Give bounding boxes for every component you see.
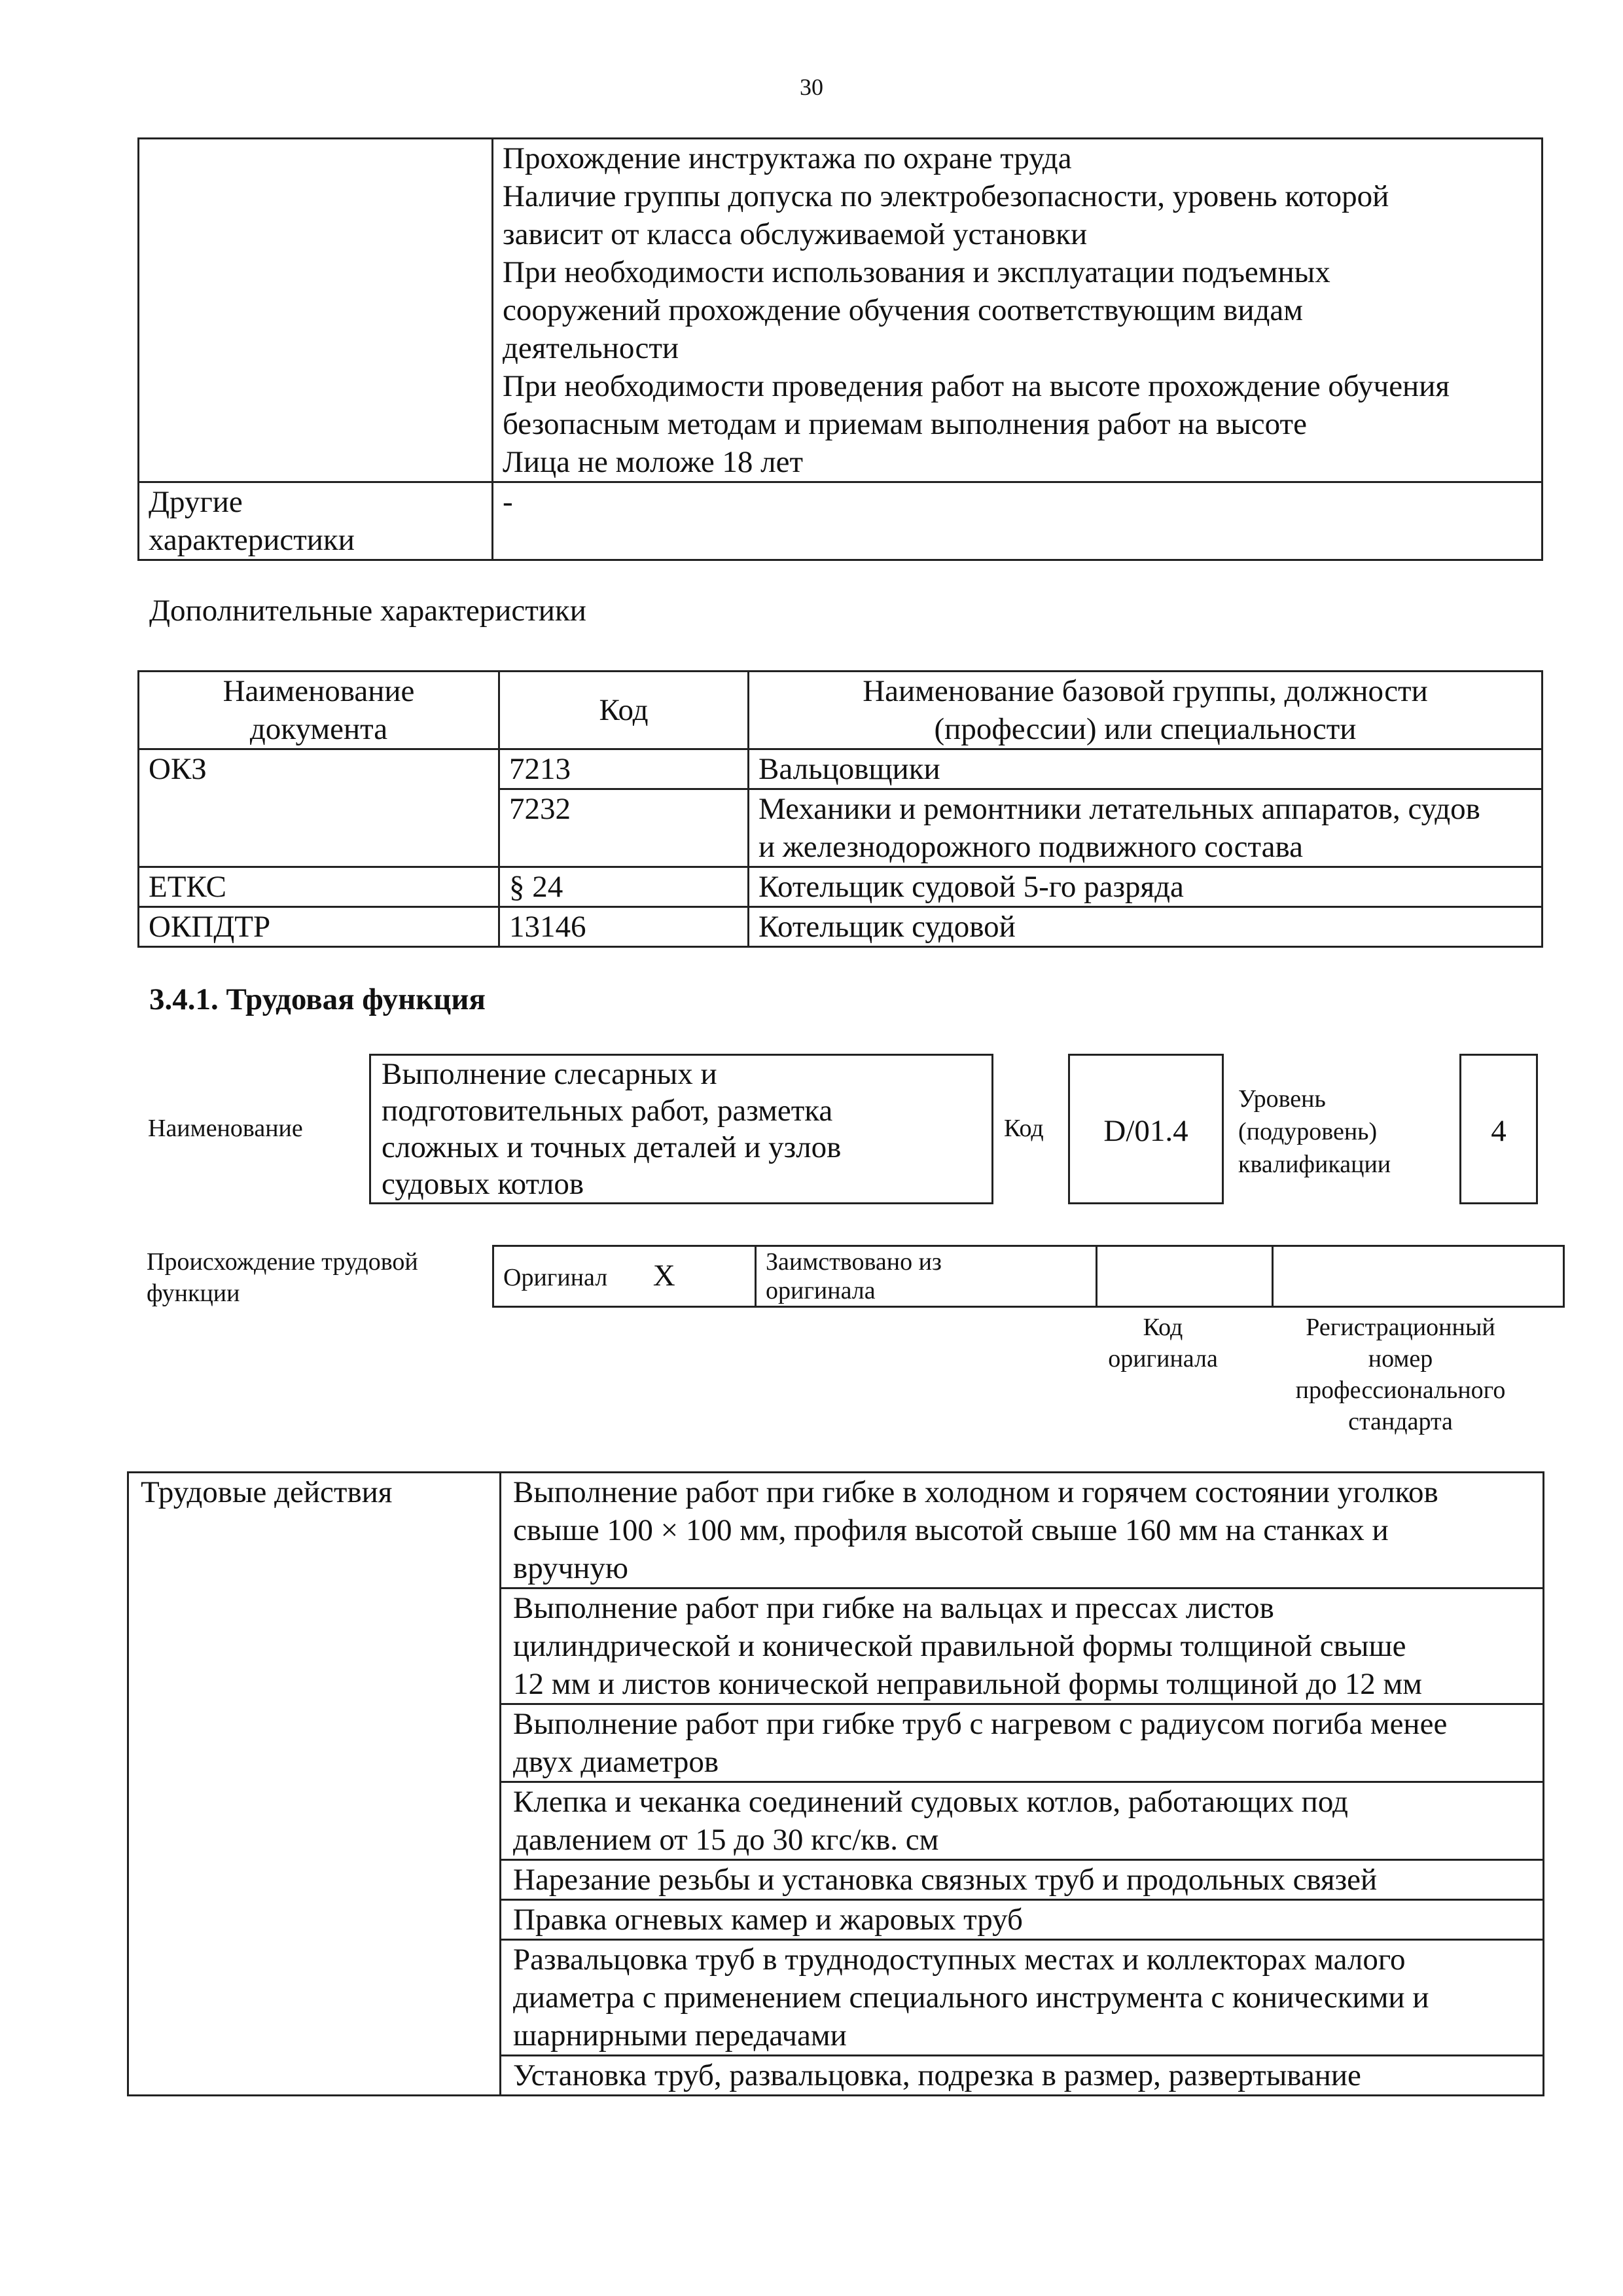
table-header-row bbox=[139, 672, 1543, 749]
table-row bbox=[139, 867, 1543, 907]
code-label: Код bbox=[1004, 1115, 1044, 1142]
table-row bbox=[139, 482, 1543, 560]
code-cell: 13146 bbox=[499, 907, 749, 947]
function-name-box: Выполнение слесарных и подготовительных работ, разметка сложных и точных деталей и узлов судовых котлов bbox=[369, 1054, 993, 1204]
name-label: Наименование bbox=[148, 1115, 303, 1142]
action-item: Правка огневых камер и жаровых труб bbox=[501, 1900, 1544, 1940]
original-cell: Оригинал X bbox=[493, 1246, 756, 1307]
requirement-line: безопасным методам и приемам выполнения работ на высоте bbox=[503, 407, 1307, 441]
section-title: 3.4.1. Трудовая функция bbox=[149, 982, 486, 1016]
code-cell: 7213 bbox=[499, 749, 749, 789]
action-item: Выполнение работ при гибке труб с нагревом с радиусом погиба менее двух диаметров bbox=[501, 1704, 1544, 1782]
origin-table bbox=[492, 1245, 1565, 1308]
requirement-line: сооружений прохождение обучения соответствующим видам bbox=[503, 293, 1303, 327]
action-item: Развальцовка труб в труднодоступных местах и коллекторах малого диаметра с применением специального инструмента с коническими и шарнирными передачами bbox=[501, 1940, 1544, 2056]
code-cell: § 24 bbox=[499, 867, 749, 907]
level-label: Уровень (подуровень) квалификации bbox=[1238, 1085, 1391, 1178]
action-item: Выполнение работ при гибке в холодном и горячем состоянии уголков свыше 100 × 100 мм, профиля высотой свыше 160 мм на станках и вручную bbox=[501, 1473, 1544, 1588]
table-row bbox=[128, 1473, 1544, 1588]
doc-cell: ОКЗ bbox=[139, 749, 499, 867]
table-row bbox=[139, 749, 1543, 789]
original-mark: X bbox=[652, 1258, 675, 1293]
name-cell: Вальцовщики bbox=[749, 749, 1543, 789]
function-code-box: D/01.4 bbox=[1068, 1054, 1224, 1204]
level-value-box: 4 bbox=[1459, 1054, 1538, 1204]
requirement-line: зависит от класса обслуживаемой установки bbox=[503, 217, 1088, 251]
requirements-table bbox=[137, 137, 1543, 561]
labour-actions-label: Трудовые действия bbox=[128, 1473, 501, 2096]
empty-cell bbox=[139, 139, 493, 482]
action-item: Выполнение работ при гибке на вальцах и прессах листов цилиндрической и конической правильной формы толщиной свыше 12 мм и листов конической неправильной формы толщиной до 12 мм bbox=[501, 1588, 1544, 1704]
table-row bbox=[139, 907, 1543, 947]
table-row bbox=[493, 1246, 1564, 1307]
page-number: 30 bbox=[800, 74, 823, 100]
action-item: Установка труб, развальцовка, подрезка в размер, развертывание bbox=[501, 2056, 1544, 2096]
header-group: Наименование базовой группы, должности (профессии) или специальности bbox=[749, 672, 1543, 749]
name-cell: Котельщик судовой 5-го разряда bbox=[749, 867, 1543, 907]
header-document: Наименование документа bbox=[139, 672, 499, 749]
borrowed-cell: Заимствовано из оригинала bbox=[756, 1246, 1097, 1307]
doc-cell: ЕТКС bbox=[139, 867, 499, 907]
other-characteristics-value: - bbox=[493, 482, 1543, 560]
name-cell: Механики и ремонтники летательных аппаратов, судов и железнодорожного подвижного состава bbox=[749, 789, 1543, 867]
registration-number-cell bbox=[1273, 1246, 1564, 1307]
header-code: Код bbox=[499, 672, 749, 749]
requirements-cell bbox=[493, 139, 1543, 482]
original-code-cell bbox=[1097, 1246, 1273, 1307]
additional-characteristics-table bbox=[137, 670, 1543, 948]
original-code-caption: Код оригинала bbox=[1108, 1314, 1218, 1372]
other-characteristics-label: Другие характеристики bbox=[139, 482, 493, 560]
requirement-line: При необходимости использования и эксплуатации подъемных bbox=[503, 255, 1330, 289]
requirement-line: деятельности bbox=[503, 331, 679, 365]
code-cell: 7232 bbox=[499, 789, 749, 867]
additional-characteristics-title: Дополнительные характеристики bbox=[149, 594, 586, 628]
action-item: Клепка и чеканка соединений судовых котлов, работающих под давлением от 15 до 30 кгс/кв. см bbox=[501, 1782, 1544, 1860]
name-cell: Котельщик судовой bbox=[749, 907, 1543, 947]
action-item: Нарезание резьбы и установка связных труб и продольных связей bbox=[501, 1860, 1544, 1900]
requirement-line: Лица не моложе 18 лет bbox=[503, 445, 804, 479]
requirement-line: Наличие группы допуска по электробезопасности, уровень которой bbox=[503, 179, 1389, 213]
requirement-line: При необходимости проведения работ на высоте прохождение обучения bbox=[503, 369, 1450, 403]
labour-actions-table bbox=[127, 1471, 1544, 2096]
origin-label: Происхождение трудовой функции bbox=[147, 1248, 418, 1307]
table-row bbox=[139, 139, 1543, 482]
requirement-line: Прохождение инструктажа по охране труда bbox=[503, 141, 1072, 175]
doc-cell: ОКПДТР bbox=[139, 907, 499, 947]
registration-caption: Регистрационный номер профессионального стандарта bbox=[1295, 1314, 1506, 1435]
